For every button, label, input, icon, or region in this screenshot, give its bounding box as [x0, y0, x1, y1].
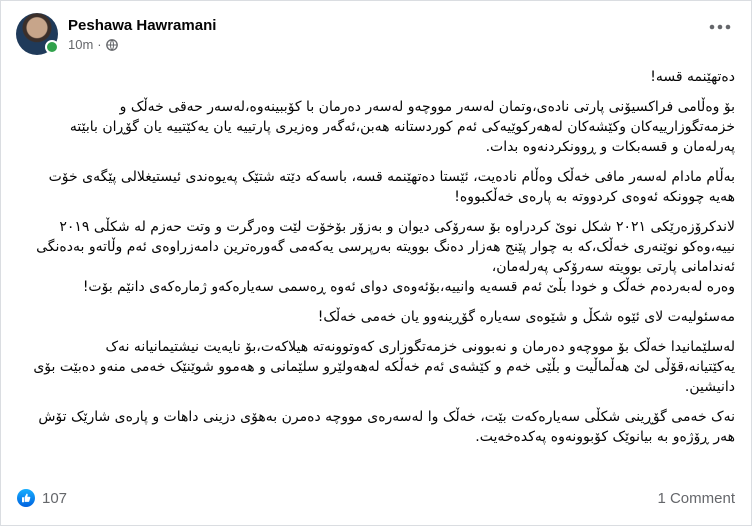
post-meta [68, 16, 216, 52]
separator-dot: · [97, 37, 102, 52]
post-paragraph: دەتهێنمە قسە! [650, 69, 735, 85]
post-paragraph: لاندکرۆزەرێکی ٢٠٢١ شکل نوێ کردراوە بۆ سەرۆکی دیوان و بەزۆر بۆخۆت لێت وەرگرت و وتت حەزم لە شکڵی ٢٠١٩ نییە،وەکو نوێنەری خەڵک،کە بە چوار پێنج هەزار دەنگ بوویتە بەرپرسی یەکەمی گەورەترین دامەزراوەی ئەم وڵاتەو بەدەنگی ئەندامانی پارتی بوویتە سەرۆکی پەرلەمان، [36, 219, 735, 275]
reactions-count: 107 [42, 489, 68, 507]
post-timestamp[interactable]: 10m [68, 37, 94, 52]
post-paragraph: وەرە لەبەردەم خەڵک و خودا بڵێ ئەم قسەیە وانییە،بۆئەوەی دوای ئەوە ڕەسمی سەیارەکەو ژمارەکەی دانێم بۆت! [82, 279, 735, 295]
post-paragraph: بەڵام مادام لەسەر مافی خەڵک وەڵام نادەیت، ئێستا دەتهێنمە قسە، باسەکە دێتە شتێک پەیوەندی ئیستیغلالی پێگەی خۆت هەیە چوونکە ئەوەی کردووتە بە پارەی خەڵکبووە! [48, 169, 735, 205]
more-options-icon[interactable] [705, 15, 735, 39]
like-icon [17, 489, 35, 507]
post-paragraph: مەسئولیەت لای ئێوە شکڵ و شێوەی سەیارە گۆڕینەوو یان خەمی خەڵک! [317, 309, 735, 325]
post-paragraph: بۆ وەڵامی فراکسیۆنی پارتی نادەی،وتمان لەسەر مووچەو لەسەر دەرمان با کۆببینەوە،لەسەر حەقی خەڵک و خزمەتگوزارییەکان وکێشەکان لەهەرکوێیەکی ئەم کوردستانە هەبن،ئەگەر وەزیری پارتییە یان یەکێتییە یان گۆڕان بابێتە پەرلەمان و قسەبکات و ڕوونکردنەوە بدات. [69, 99, 735, 155]
post-text [23, 67, 735, 457]
post-paragraph: لەسلێمانیدا خەڵک بۆ مووچەو دەرمان و نەبوونی خزمەتگوزاری کەوتوونەتە هیلاکەت،بۆ نایەیت نیشتیمانیانە نەک یەکێتیانە،قۆڵی لێ هەڵماڵیت و بڵێی خەم و کێشەی ئەم خەڵکە لەهەولێرو سلێمانی و هەموو شوێنێک خەمی منەو دەبێت بۆی دانیشین. [33, 339, 735, 395]
online-status-indicator [45, 40, 59, 54]
post-footer [17, 485, 735, 511]
post-header [16, 11, 216, 57]
post-paragraph: نەک خەمی گۆڕینی شکڵی سەیارەکەت بێت، خەڵک وا لەسەرەی مووچە دەمرن بەهۆی دزینی داهات و پارەی شارێک تۆش هەر ڕۆژەو بە بیانوێک کۆبوونەوە پەکدەخەیت. [38, 409, 735, 445]
avatar[interactable] [16, 13, 58, 55]
globe-icon [106, 39, 118, 51]
post-subline [68, 37, 216, 52]
author-name[interactable]: Peshawa Hawramani [68, 17, 217, 34]
comments-count-link[interactable]: 1 Comment [657, 489, 735, 507]
reactions-summary[interactable] [17, 489, 67, 507]
